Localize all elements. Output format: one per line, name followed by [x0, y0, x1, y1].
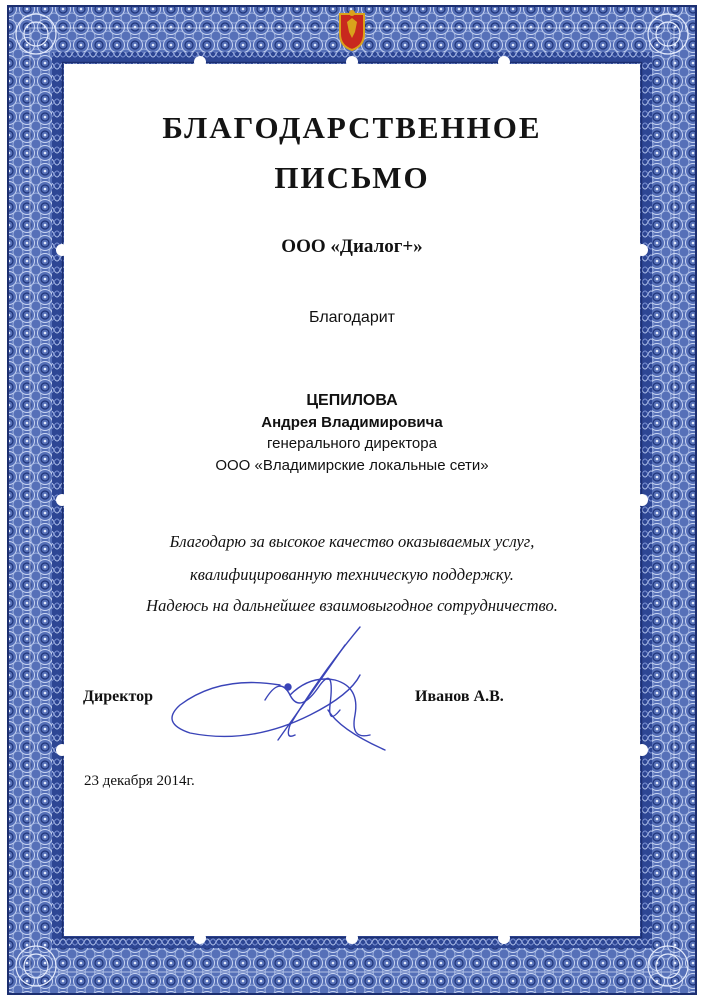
recipient-position: генерального директора	[267, 435, 437, 452]
handwritten-signature	[160, 615, 390, 765]
message-line-3: Надеюсь на дальнейшее взаимовыгодное сотрудничество.	[146, 596, 558, 615]
message-line-2: квалифицированную техническую поддержку.	[190, 565, 514, 584]
signature-role: Директор	[83, 688, 153, 705]
issuing-organization: ООО «Диалог+»	[281, 236, 423, 257]
recipient-name-patronymic: Андрея Владимировича	[261, 414, 443, 431]
thanks-word: Благодарит	[309, 309, 395, 326]
document-title-line1: БЛАГОДАРСТВЕННОЕ	[162, 110, 542, 145]
document-title-line2: ПИСЬМО	[274, 160, 430, 195]
recipient-surname: ЦЕПИЛОВА	[306, 392, 398, 409]
document-date: 23 декабря 2014г.	[84, 773, 195, 789]
recipient-company: ООО «Владимирские локальные сети»	[215, 457, 489, 474]
message-line-1: Благодарю за высокое качество оказываемых услуг,	[169, 532, 535, 551]
signer-name: Иванов А.В.	[415, 688, 504, 705]
